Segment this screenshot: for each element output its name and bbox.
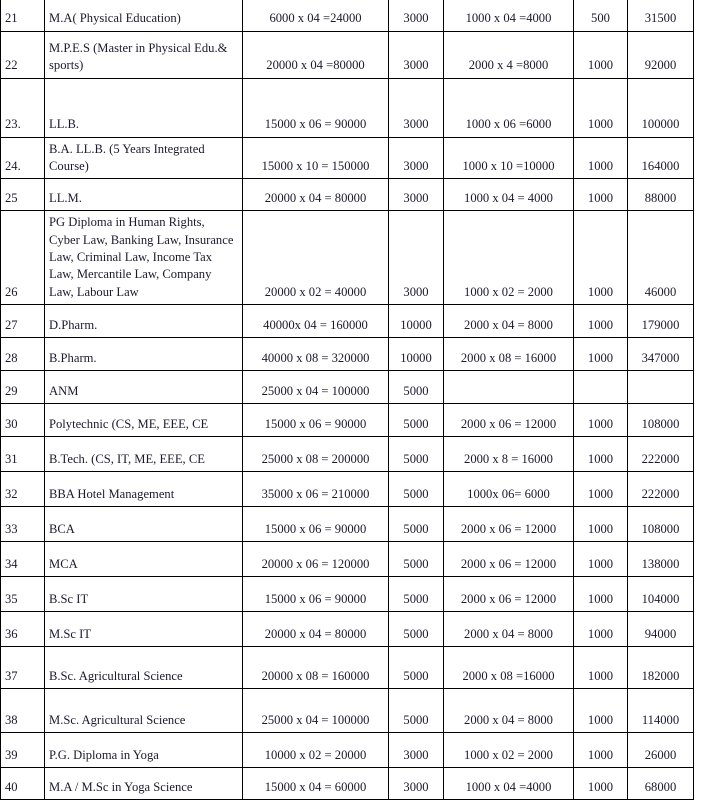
cell-serial-number: 22	[1, 31, 45, 78]
cell-miscellaneous-fee: 1000	[574, 647, 628, 689]
cell-examination-fee: 2000 x 8 = 16000	[444, 437, 574, 472]
cell-development-fee: 3000	[389, 179, 444, 211]
table-row	[1, 371, 694, 404]
cell-serial-number: 29	[1, 371, 45, 404]
cell-examination-fee: 1000 x 04 =4000	[444, 768, 574, 800]
cell-total-fee: 347000	[628, 338, 694, 371]
cell-tuition-fee: 20000 x 04 = 80000	[243, 612, 389, 647]
cell-development-fee: 10000	[389, 338, 444, 371]
cell-tuition-fee: 15000 x 10 = 150000	[243, 137, 389, 179]
cell-tuition-fee: 20000 x 04 =80000	[243, 31, 389, 78]
cell-course-name: M.A / M.Sc in Yoga Science	[45, 768, 243, 800]
cell-course-name: LL.M.	[45, 179, 243, 211]
cell-total-fee: 114000	[628, 689, 694, 733]
cell-course-name: M.Sc IT	[45, 612, 243, 647]
cell-serial-number: 34	[1, 542, 45, 577]
cell-total-fee: 68000	[628, 768, 694, 800]
cell-miscellaneous-fee: 1000	[574, 542, 628, 577]
cell-total-fee	[628, 371, 694, 404]
table-row	[1, 472, 694, 507]
cell-total-fee: 164000	[628, 137, 694, 179]
cell-total-fee: 88000	[628, 179, 694, 211]
table-row	[1, 338, 694, 371]
cell-course-name: MCA	[45, 542, 243, 577]
cell-total-fee: 108000	[628, 404, 694, 437]
cell-examination-fee: 1000 x 04 = 4000	[444, 179, 574, 211]
table-row	[1, 577, 694, 612]
cell-serial-number: 37	[1, 647, 45, 689]
cell-miscellaneous-fee: 1000	[574, 689, 628, 733]
cell-examination-fee: 2000 x 08 =16000	[444, 647, 574, 689]
cell-miscellaneous-fee: 1000	[574, 768, 628, 800]
cell-course-name: B.Pharm.	[45, 338, 243, 371]
table-row	[1, 612, 694, 647]
cell-miscellaneous-fee: 1000	[574, 78, 628, 137]
cell-course-name: P.G. Diploma in Yoga	[45, 733, 243, 768]
cell-course-name: LL.B.	[45, 78, 243, 137]
cell-course-name: M.P.E.S (Master in Physical Edu.& sports)	[45, 31, 243, 78]
cell-serial-number: 21	[1, 0, 45, 31]
cell-examination-fee: 1000x 06= 6000	[444, 472, 574, 507]
cell-course-name: B.Sc. Agricultural Science	[45, 647, 243, 689]
cell-tuition-fee: 20000 x 04 = 80000	[243, 179, 389, 211]
cell-examination-fee: 1000 x 10 =10000	[444, 137, 574, 179]
cell-development-fee: 5000	[389, 577, 444, 612]
cell-miscellaneous-fee: 1000	[574, 31, 628, 78]
cell-miscellaneous-fee: 500	[574, 0, 628, 31]
cell-miscellaneous-fee: 1000	[574, 507, 628, 542]
cell-development-fee: 5000	[389, 689, 444, 733]
table-row	[1, 404, 694, 437]
cell-serial-number: 24.	[1, 137, 45, 179]
cell-development-fee: 3000	[389, 31, 444, 78]
cell-course-name: BBA Hotel Management	[45, 472, 243, 507]
cell-miscellaneous-fee: 1000	[574, 137, 628, 179]
cell-course-name: ANM	[45, 371, 243, 404]
cell-development-fee: 3000	[389, 211, 444, 305]
cell-miscellaneous-fee: 1000	[574, 338, 628, 371]
cell-total-fee: 222000	[628, 437, 694, 472]
cell-examination-fee	[444, 371, 574, 404]
table-row	[1, 78, 694, 137]
cell-development-fee: 5000	[389, 404, 444, 437]
cell-tuition-fee: 15000 x 06 = 90000	[243, 78, 389, 137]
cell-course-name: M.A( Physical Education)	[45, 0, 243, 31]
cell-course-name: Polytechnic (CS, ME, EEE, CE	[45, 404, 243, 437]
cell-miscellaneous-fee: 1000	[574, 577, 628, 612]
cell-tuition-fee: 15000 x 06 = 90000	[243, 507, 389, 542]
cell-serial-number: 25	[1, 179, 45, 211]
table-row	[1, 31, 694, 78]
cell-total-fee: 222000	[628, 472, 694, 507]
cell-miscellaneous-fee: 1000	[574, 612, 628, 647]
table-row	[1, 211, 694, 305]
cell-total-fee: 104000	[628, 577, 694, 612]
cell-miscellaneous-fee: 1000	[574, 179, 628, 211]
cell-tuition-fee: 40000 x 08 = 320000	[243, 338, 389, 371]
cell-serial-number: 36	[1, 612, 45, 647]
cell-examination-fee: 2000 x 06 = 12000	[444, 404, 574, 437]
cell-development-fee: 3000	[389, 78, 444, 137]
cell-tuition-fee: 10000 x 02 = 20000	[243, 733, 389, 768]
table-row	[1, 542, 694, 577]
cell-development-fee: 5000	[389, 507, 444, 542]
cell-examination-fee: 2000 x 4 =8000	[444, 31, 574, 78]
table-row	[1, 733, 694, 768]
table-row	[1, 0, 694, 31]
cell-development-fee: 5000	[389, 371, 444, 404]
table-row	[1, 647, 694, 689]
cell-examination-fee: 1000 x 04 =4000	[444, 0, 574, 31]
cell-development-fee: 5000	[389, 612, 444, 647]
table-row	[1, 768, 694, 800]
cell-serial-number: 40	[1, 768, 45, 800]
cell-development-fee: 3000	[389, 137, 444, 179]
cell-serial-number: 28	[1, 338, 45, 371]
cell-miscellaneous-fee: 1000	[574, 211, 628, 305]
cell-total-fee: 108000	[628, 507, 694, 542]
cell-course-name: B.Sc IT	[45, 577, 243, 612]
cell-examination-fee: 2000 x 04 = 8000	[444, 305, 574, 338]
cell-examination-fee: 1000 x 02 = 2000	[444, 733, 574, 768]
cell-total-fee: 31500	[628, 0, 694, 31]
cell-total-fee: 92000	[628, 31, 694, 78]
cell-tuition-fee: 20000 x 06 = 120000	[243, 542, 389, 577]
cell-miscellaneous-fee: 1000	[574, 733, 628, 768]
table-row	[1, 507, 694, 542]
cell-development-fee: 3000	[389, 733, 444, 768]
cell-development-fee: 3000	[389, 768, 444, 800]
cell-serial-number: 30	[1, 404, 45, 437]
table-body	[1, 0, 694, 800]
cell-total-fee: 179000	[628, 305, 694, 338]
cell-tuition-fee: 25000 x 08 = 200000	[243, 437, 389, 472]
cell-development-fee: 5000	[389, 437, 444, 472]
cell-serial-number: 39	[1, 733, 45, 768]
cell-tuition-fee: 6000 x 04 =24000	[243, 0, 389, 31]
cell-examination-fee: 1000 x 02 = 2000	[444, 211, 574, 305]
table-row	[1, 437, 694, 472]
cell-examination-fee: 2000 x 04 = 8000	[444, 612, 574, 647]
cell-course-name: B.Tech. (CS, IT, ME, EEE, CE	[45, 437, 243, 472]
table-row	[1, 179, 694, 211]
cell-course-name: M.Sc. Agricultural Science	[45, 689, 243, 733]
cell-total-fee: 138000	[628, 542, 694, 577]
cell-development-fee: 3000	[389, 0, 444, 31]
cell-total-fee: 94000	[628, 612, 694, 647]
table-row	[1, 689, 694, 733]
cell-serial-number: 33	[1, 507, 45, 542]
cell-serial-number: 35	[1, 577, 45, 612]
cell-tuition-fee: 20000 x 02 = 40000	[243, 211, 389, 305]
cell-tuition-fee: 20000 x 08 = 160000	[243, 647, 389, 689]
cell-examination-fee: 2000 x 04 = 8000	[444, 689, 574, 733]
table-row	[1, 137, 694, 179]
cell-total-fee: 46000	[628, 211, 694, 305]
cell-development-fee: 5000	[389, 542, 444, 577]
cell-tuition-fee: 25000 x 04 = 100000	[243, 371, 389, 404]
cell-serial-number: 32	[1, 472, 45, 507]
cell-tuition-fee: 35000 x 06 = 210000	[243, 472, 389, 507]
cell-development-fee: 5000	[389, 647, 444, 689]
cell-development-fee: 5000	[389, 472, 444, 507]
cell-serial-number: 23.	[1, 78, 45, 137]
cell-serial-number: 26	[1, 211, 45, 305]
cell-miscellaneous-fee	[574, 371, 628, 404]
cell-total-fee: 182000	[628, 647, 694, 689]
cell-miscellaneous-fee: 1000	[574, 404, 628, 437]
table-row	[1, 305, 694, 338]
cell-examination-fee: 2000 x 06 = 12000	[444, 542, 574, 577]
cell-miscellaneous-fee: 1000	[574, 305, 628, 338]
cell-course-name: B.A. LL.B. (5 Years Integrated Course)	[45, 137, 243, 179]
cell-tuition-fee: 15000 x 06 = 90000	[243, 404, 389, 437]
cell-serial-number: 27	[1, 305, 45, 338]
cell-tuition-fee: 25000 x 04 = 100000	[243, 689, 389, 733]
cell-tuition-fee: 15000 x 06 = 90000	[243, 577, 389, 612]
cell-examination-fee: 2000 x 06 = 12000	[444, 577, 574, 612]
cell-total-fee: 26000	[628, 733, 694, 768]
cell-examination-fee: 1000 x 06 =6000	[444, 78, 574, 137]
cell-serial-number: 38	[1, 689, 45, 733]
cell-tuition-fee: 40000x 04 = 160000	[243, 305, 389, 338]
cell-course-name: BCA	[45, 507, 243, 542]
cell-tuition-fee: 15000 x 04 = 60000	[243, 768, 389, 800]
cell-miscellaneous-fee: 1000	[574, 437, 628, 472]
cell-miscellaneous-fee: 1000	[574, 472, 628, 507]
cell-serial-number: 31	[1, 437, 45, 472]
cell-examination-fee: 2000 x 08 = 16000	[444, 338, 574, 371]
cell-examination-fee: 2000 x 06 = 12000	[444, 507, 574, 542]
cell-total-fee: 100000	[628, 78, 694, 137]
cell-development-fee: 10000	[389, 305, 444, 338]
cell-course-name: D.Pharm.	[45, 305, 243, 338]
cell-course-name: PG Diploma in Human Rights, Cyber Law, Banking Law, Insurance Law, Criminal Law, Income Tax Law, Mercantile Law, Company Law, Labour Law	[45, 211, 243, 305]
